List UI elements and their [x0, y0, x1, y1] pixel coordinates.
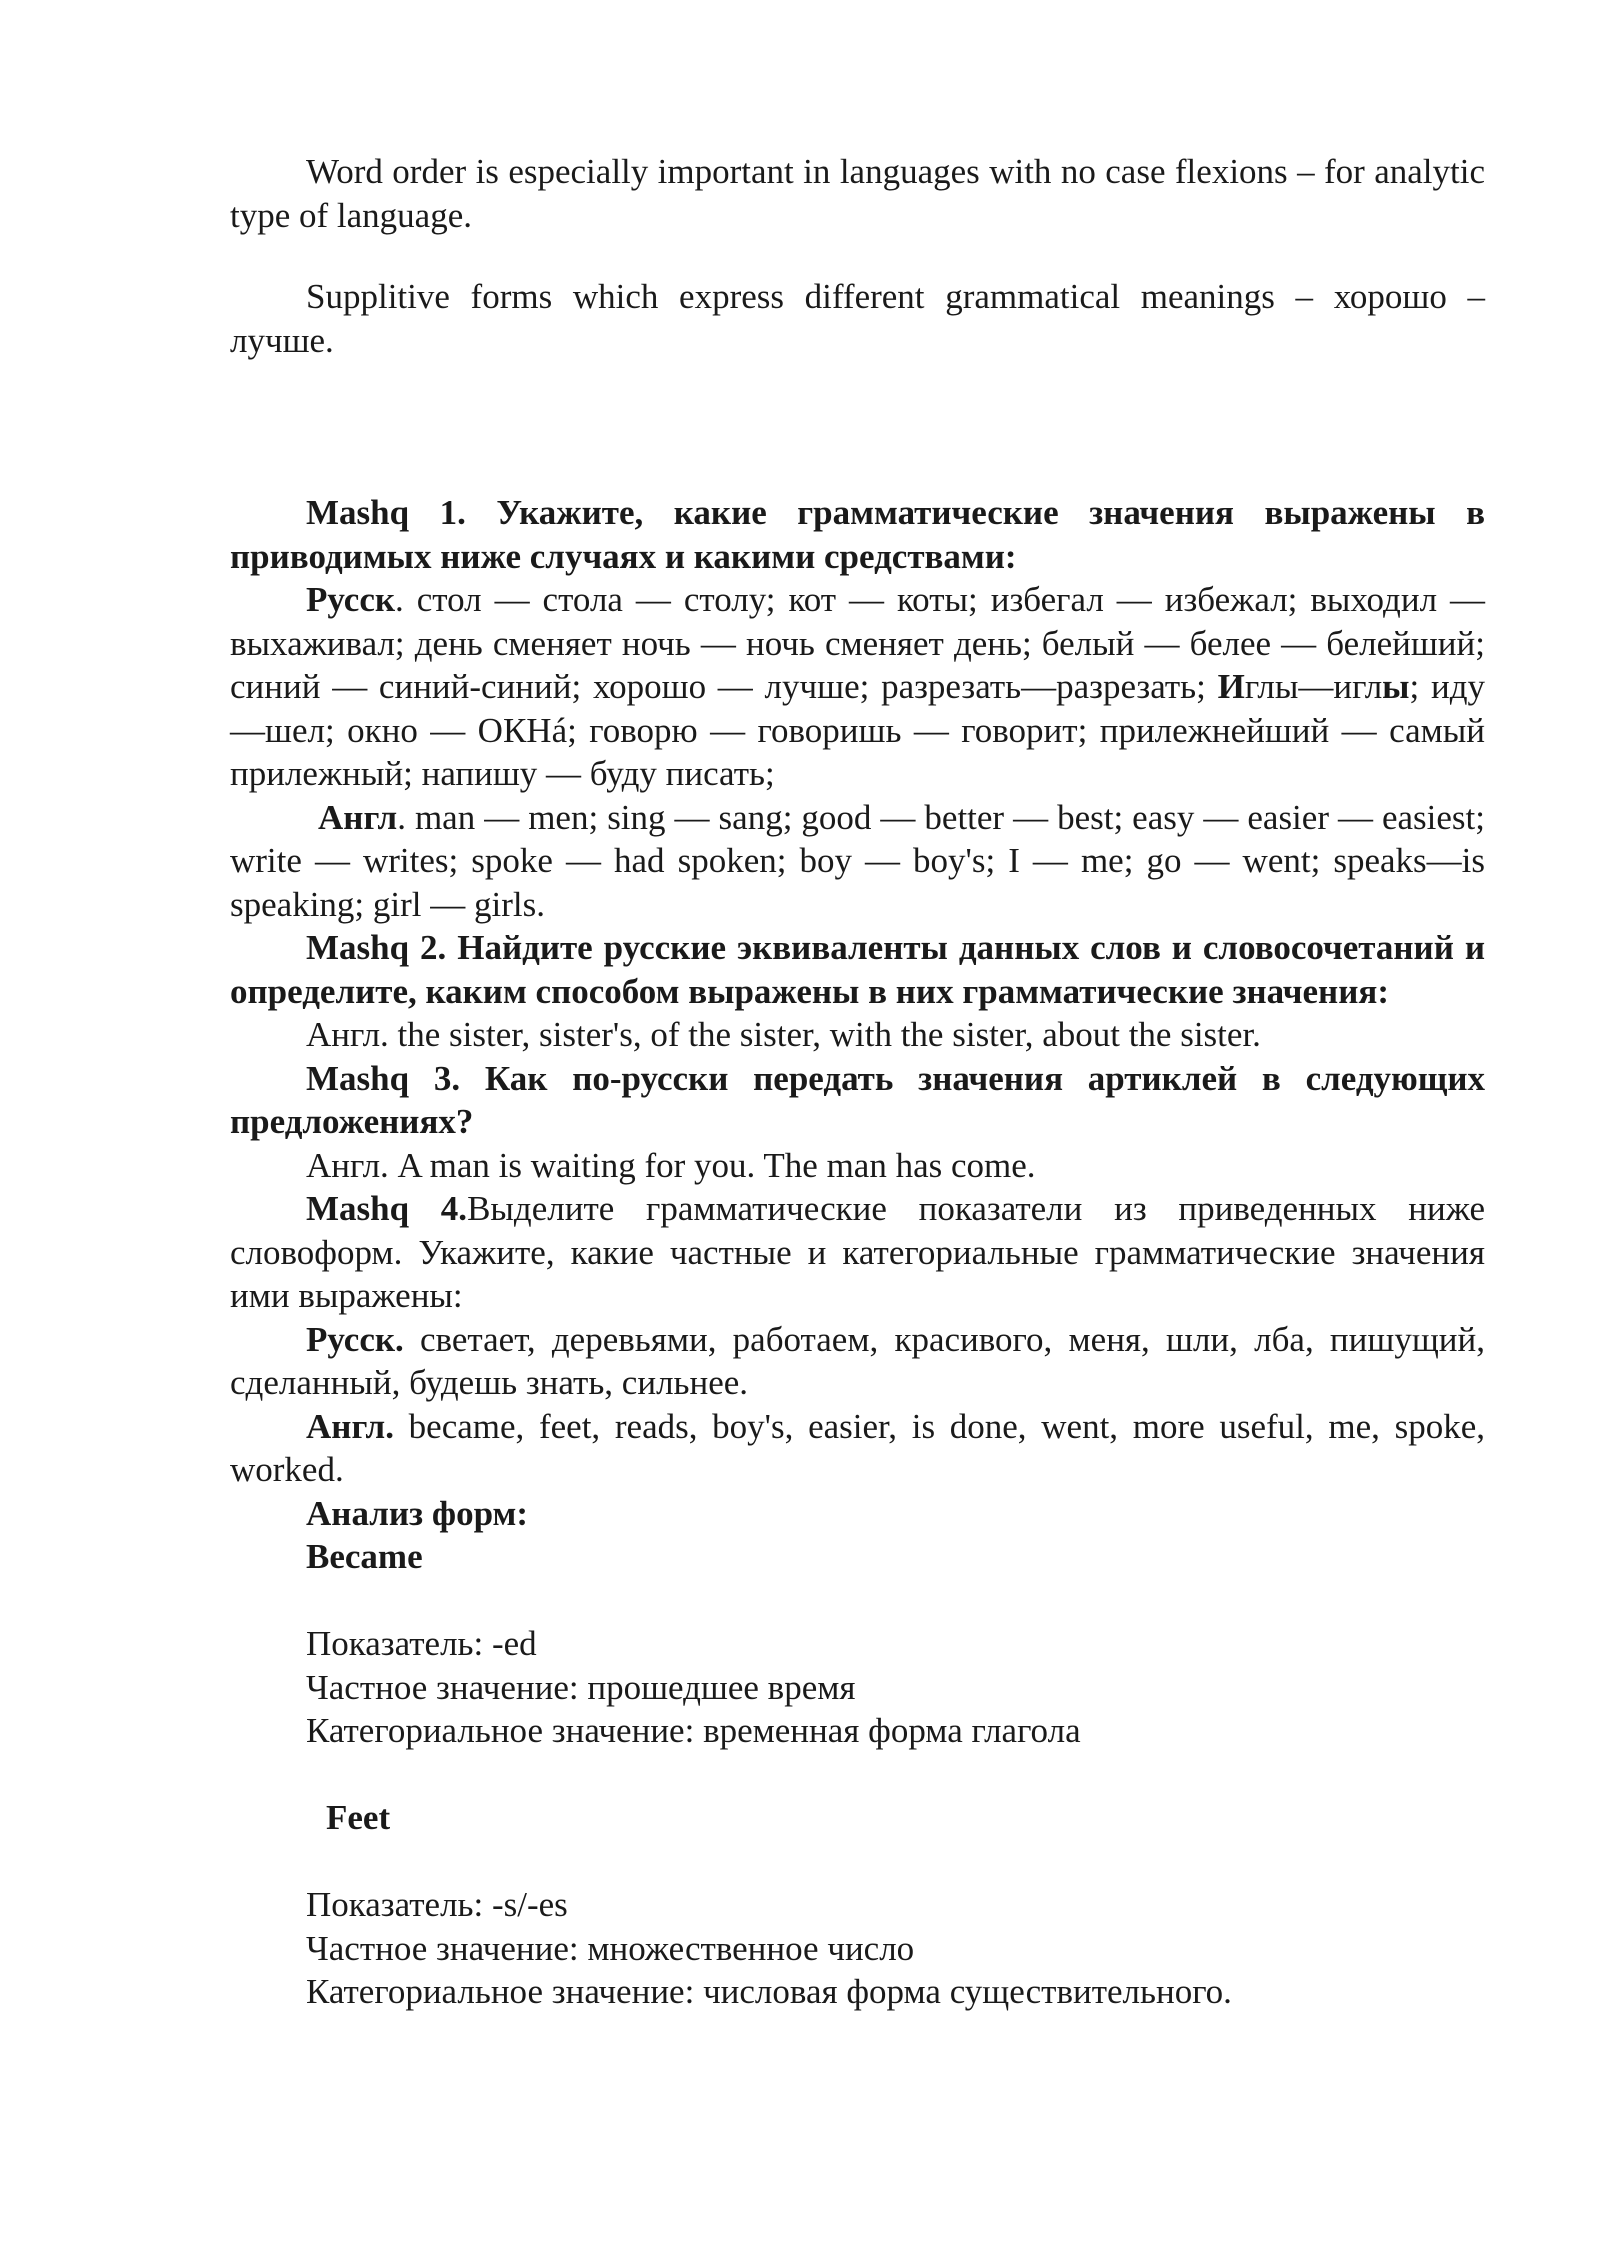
analysis-feet-word: Feet	[326, 1798, 391, 1837]
analysis-became-word: Became	[306, 1537, 423, 1576]
exercise-3-heading: Mashq 3. Как по-русски передать значения артиклей в следующих предложениях?	[230, 1058, 1485, 1141]
exercise-1-english	[230, 796, 1485, 927]
exercise-3-text: Англ. A man is waiting for you. The man has come.	[306, 1145, 1036, 1185]
document-page	[230, 150, 1485, 2014]
exercise-1-russian	[230, 578, 1485, 796]
exercise-1-title: Укажите, какие грамматические значения выражены в приводимых ниже случаях и какими средствами:	[230, 493, 1485, 576]
analysis-feet-categorial: Категориальное значение: числовая форма существительного.	[306, 1972, 1232, 2011]
exercise-4-english	[230, 1405, 1485, 1492]
analysis-became-marker: Показатель: -ed	[306, 1624, 537, 1663]
exercise-1-russian-bold-letter: И	[1217, 667, 1245, 706]
exercise-4-russian	[230, 1318, 1485, 1405]
exercise-1-russian-text-2: глы—игл	[1244, 667, 1383, 706]
exercise-1-english-text: . man — men; sing — sang; good — better — best; easy — easier — easiest; write — writes; spoke — had spoken; boy — boy's; I — me; go — went; speaks—is speaking; girl — girls.	[230, 797, 1485, 924]
exercise-4-heading	[230, 1187, 1485, 1318]
exercise-1-russian-label: Русск	[306, 580, 396, 619]
exercise-1-russian-bold-letter-2: ы	[1382, 667, 1410, 706]
exercise-1-english-label: Англ	[318, 797, 398, 837]
intro-paragraph-2: Supplitive forms which express different grammatical meanings – хорошо – лучше.	[230, 277, 1485, 360]
exercise-1-label: Mashq 1.	[306, 493, 466, 532]
exercise-2-text: Англ. the sister, sister's, of the sister, with the sister, about the sister.	[306, 1015, 1261, 1054]
exercise-4-title: Выделите грамматические показатели из приведенных ниже словоформ. Укажите, какие частные и категориальные грамматические значения ими выражены:	[230, 1189, 1485, 1315]
exercise-1-heading	[230, 491, 1485, 578]
analysis-feet-marker: Показатель: -s/-es	[306, 1885, 568, 1924]
exercise-4-russian-text: светает, деревьями, работаем, красивого, меня, шли, лба, пишущий, сделанный, будешь знать, сильнее.	[230, 1319, 1485, 1402]
analysis-heading: Анализ форм:	[306, 1493, 529, 1533]
exercise-4-russian-label: Русск.	[306, 1319, 404, 1359]
exercise-4-label: Mashq 4.	[306, 1189, 468, 1228]
analysis-became-particular: Частное значение: прошедшее время	[306, 1667, 856, 1707]
exercise-4-english-label: Англ.	[306, 1406, 394, 1446]
exercise-2-heading: Mashq 2. Найдите русские эквиваленты данных слов и словосочетаний и определите, каким способом выражены в них грамматические значения:	[230, 928, 1485, 1011]
exercise-1-russian-text-3: ; иду—шел; окно — ОКНá; говорю — говоришь — говорит; прилежнейший — самый прилежный; напишу — буду писать;	[230, 667, 1485, 793]
intro-paragraph-1: Word order is especially important in languages with no case flexions – for analytic type of language.	[230, 152, 1485, 235]
exercise-4-english-text: became, feet, reads, boy's, easier, is done, went, more useful, me, spoke, worked.	[230, 1406, 1485, 1489]
analysis-feet-particular: Частное значение: множественное число	[306, 1928, 915, 1968]
exercise-1-russian-text: . стол — стола — столу; кот — коты; избегал — избежал; выходил — выхаживал; день сменяет ночь — ночь сменяет день; белый — белее — белейший; синий — синий-синий; хорошо — лучше; разрезать—разрезать;	[230, 580, 1485, 706]
analysis-became-categorial: Категориальное значение: временная форма глагола	[306, 1711, 1081, 1750]
